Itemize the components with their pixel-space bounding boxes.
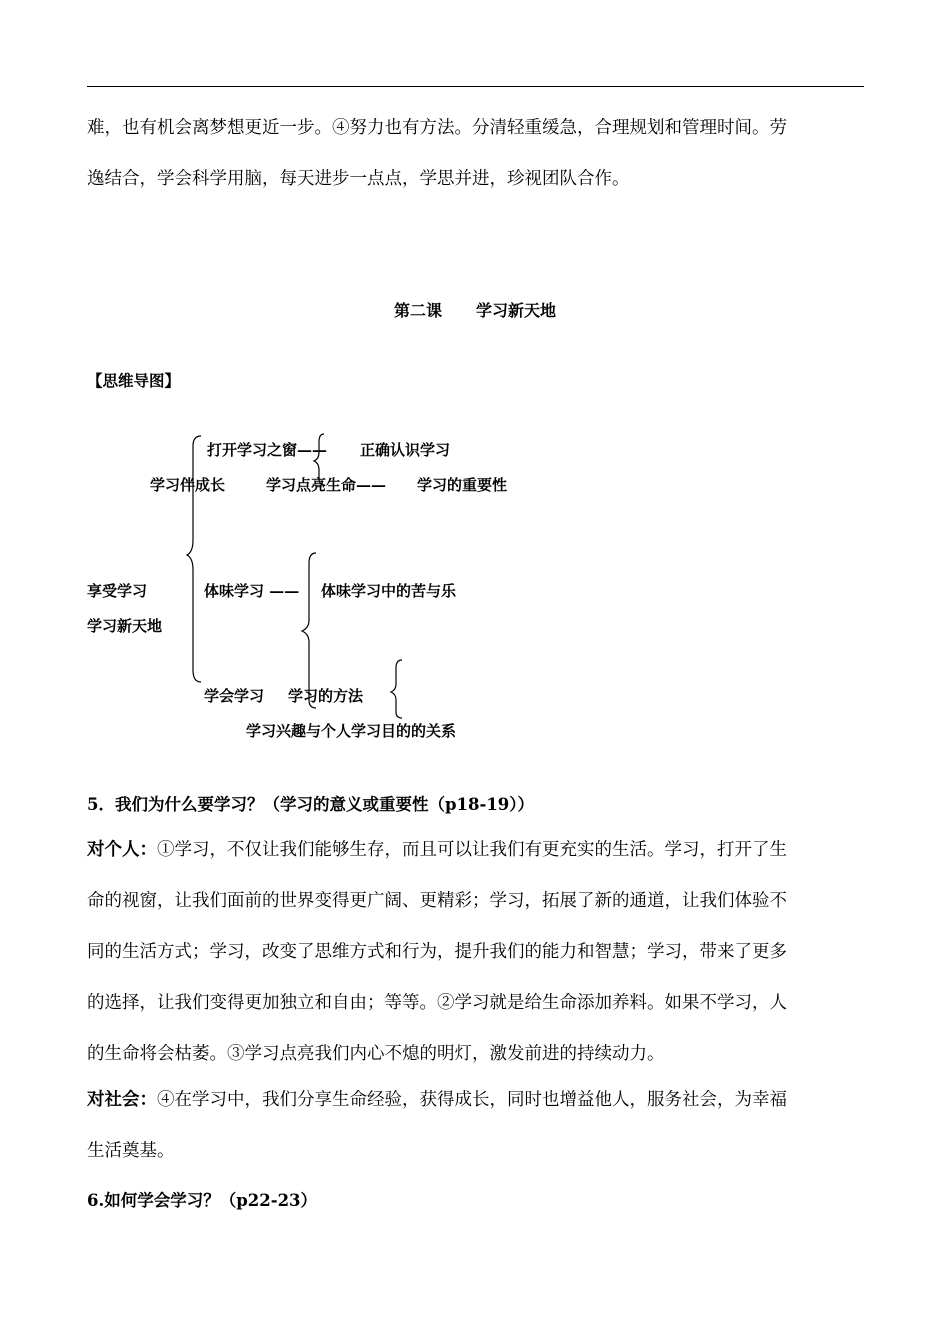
- branch2-point: 体味学习中的苦与乐: [321, 582, 457, 600]
- q6-heading: 6.如何学会学习？（p22-23）: [87, 1191, 318, 1210]
- mindmap-root-line-2: 学习新天地: [87, 617, 163, 635]
- branch1-item1: 打开学习之窗——: [207, 441, 328, 459]
- branch1-label: 学习伴成长: [150, 476, 226, 494]
- branch3-label: 学会学习: [204, 687, 265, 705]
- q5-heading: 5．我们为什么要学习？（学习的意义或重要性（p18-19））: [87, 795, 535, 814]
- root-brace: [187, 436, 201, 682]
- continuation-line-1: 难，也有机会离梦想更近一步。④努力也有方法。分清轻重缓急，合理规划和管理时间。劳: [87, 118, 787, 138]
- branch1-item2: 学习点亮生命——: [266, 476, 387, 494]
- continuation-line-2: 逸结合，学会科学用脑，每天进步一点点，学思并进，珍视团队合作。: [87, 169, 630, 189]
- branch1-item2-point: 学习的重要性: [417, 476, 508, 494]
- society-text-1: ④在学习中，我们分享生命经验，获得成长，同时也增益他人，服务社会，为幸福: [157, 1090, 787, 1110]
- branch3-point-1: 学习的方法: [288, 687, 364, 705]
- branch2-label: 体味学习 ——: [204, 582, 300, 600]
- mindmap-heading: 【思维导图】: [87, 371, 181, 390]
- q5-individual-line-3: 同的生活方式；学习，改变了思维方式和行为，提升我们的能力和智慧；学习，带来了更多: [87, 942, 787, 962]
- society-label: 对社会：: [87, 1090, 157, 1110]
- individual-label: 对个人：: [87, 840, 157, 860]
- q5-society-line-1: [87, 1075, 864, 1126]
- branch3-point-2: 学习兴趣与个人学习目的的关系: [246, 722, 457, 740]
- q5-individual-line-5: 的生命将会枯萎。③学习点亮我们内心不熄的明灯，激发前进的持续动力。: [87, 1044, 665, 1064]
- branch1-item1-point: 正确认识学习: [360, 441, 451, 459]
- branch3-brace: [391, 660, 402, 718]
- individual-text-1: ①学习，不仅让我们能够生存，而且可以让我们有更充实的生活。学习，打开了生: [157, 840, 787, 860]
- q5-individual-line-2: 命的视窗，让我们面前的世界变得更广阔、更精彩；学习，拓展了新的通道，让我们体验不: [87, 891, 787, 911]
- mindmap-root-line-1: 享受学习: [87, 582, 148, 600]
- q5-individual-line-4: 的选择，让我们变得更加独立和自由；等等。②学习就是给生命添加养料。如果不学习，人: [87, 993, 787, 1013]
- lesson-name: 学习新天地: [476, 301, 557, 320]
- q5-individual-line-1: [87, 825, 864, 876]
- q5-society-line-2: 生活奠基。: [87, 1141, 175, 1161]
- lesson-number: 第二课: [393, 301, 442, 320]
